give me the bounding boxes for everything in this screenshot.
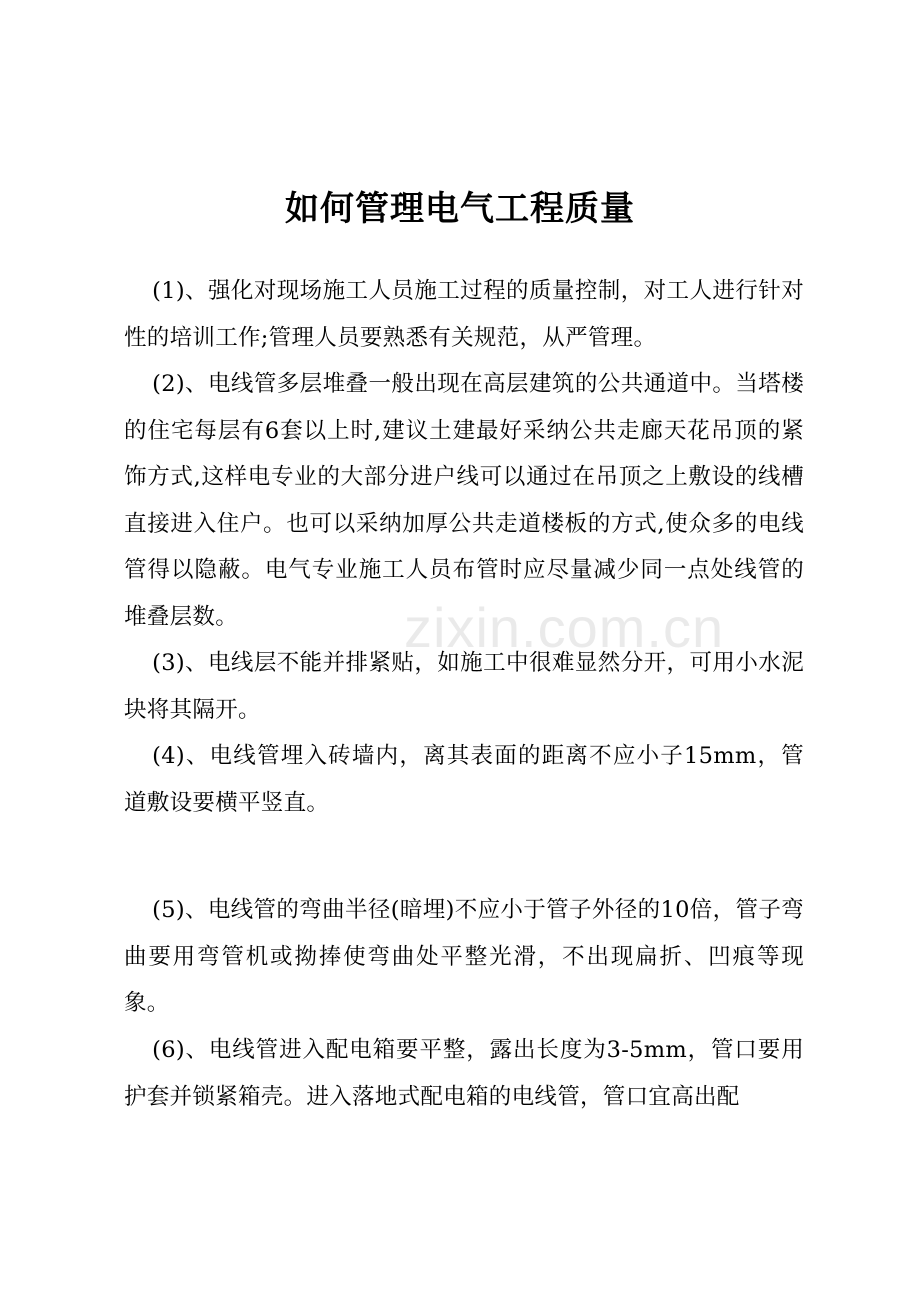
paragraph-2: (2)、电线管多层堆叠一般出现在高层建筑的公共通道中。当塔楼的住宅每层有6套以上时,建议土建最好采纳公共走廊天花吊顶的紧饰方式,这样电专业的大部分进户线可以通过在吊顶之上敷设的线槽直接进入住户。也可以采纳加厚公共走道楼板的方式,使众多的电线管得以隐蔽。电气专业施工人员布管时应尽量减少同一点处线管的堆叠层数。: [124, 371, 804, 630]
paragraph-6: (6)、电线管进入配电箱要平整，露出长度为3-5mm，管口要用护套并锁紧箱壳。进入落地式配电箱的电线管，管口宜高出配: [124, 1037, 804, 1110]
paragraph-4: (4)、电线管埋入砖墙内，离其表面的距离不应小子15mm，管道敷设要横平竖直。: [124, 743, 804, 816]
paragraph-1: (1)、强化对现场施工人员施工过程的质量控制，对工人进行针对性的培训工作;管理人员要熟悉有关规范，从严管理。: [124, 278, 804, 351]
document-title: 如何管理电气工程质量: [285, 188, 635, 229]
paragraph-5: (5)、电线管的弯曲半径(暗埋)不应小于管子外径的10倍，管子弯曲要用弯管机或拗捧使弯曲处平整光滑，不出现扁折、凹痕等现象。: [124, 897, 804, 1016]
watermark-text: zixin.com.cn: [404, 596, 725, 659]
paragraph-3: (3)、电线层不能并排紧贴，如施工中很难显然分开，可用小水泥块将其隔开。: [124, 650, 804, 723]
